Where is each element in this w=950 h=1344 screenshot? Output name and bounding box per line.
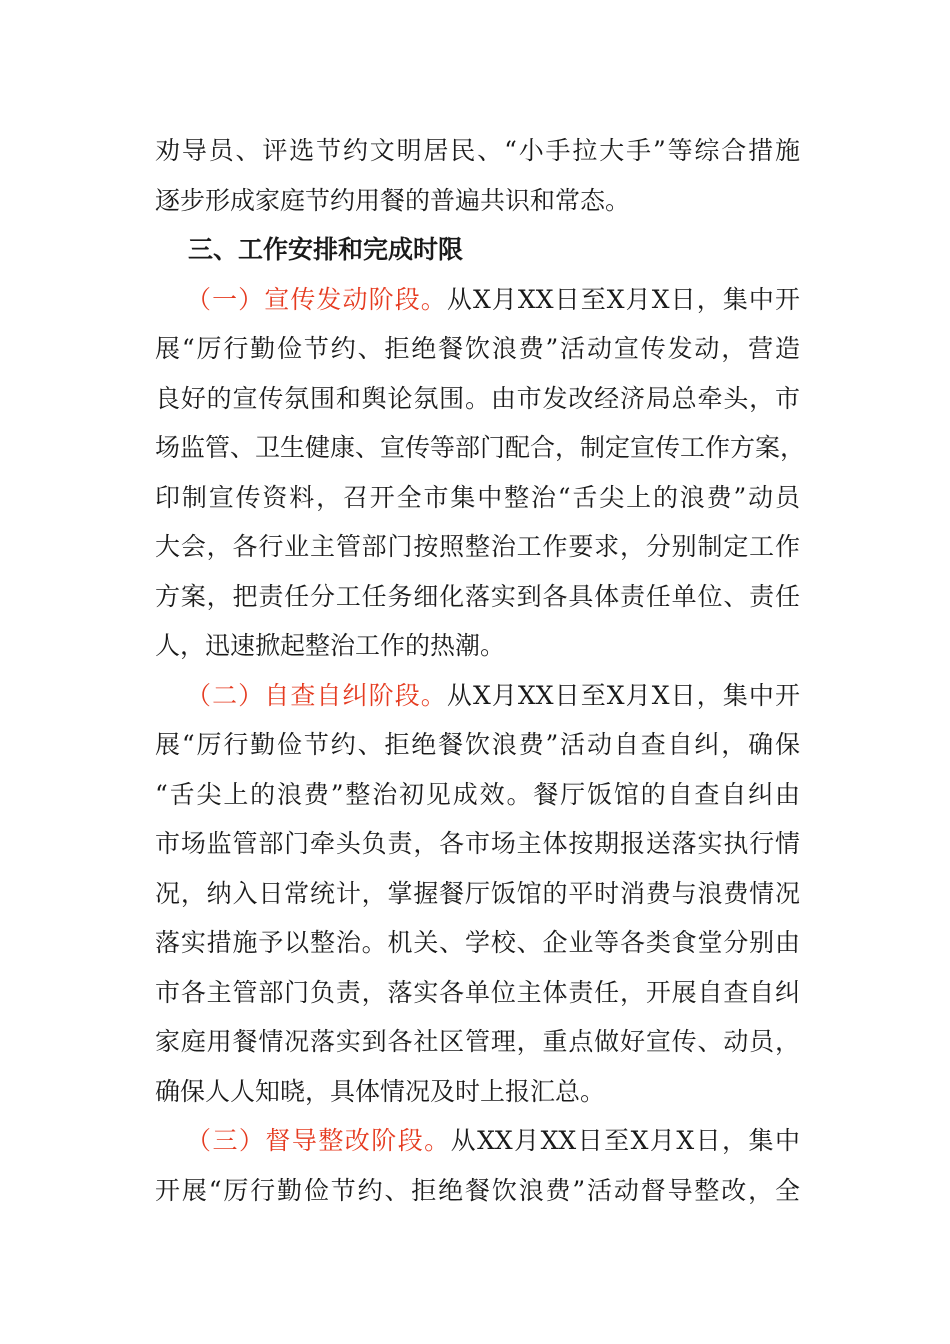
text-line: 开展“厉行勤俭节约、拒绝餐饮浪费”活动督导整改，全 <box>155 1175 800 1205</box>
text-line: 市各主管部门负责，落实各单位主体责任，开展自查自纠 <box>155 977 800 1007</box>
text-line <box>155 275 800 325</box>
text-line: 落实措施予以整治。机关、学校、企业等各类食堂分别由 <box>155 928 800 957</box>
document-body <box>155 126 806 1215</box>
text-line: 印制宣传资料，召开全市集中整治“舌尖上的浪费”动员 <box>155 482 800 512</box>
text-line: 人，迅速掀起整治工作的热潮。 <box>155 631 506 660</box>
text-line: 大会，各行业主管部门按照整治工作要求，分别制定工作 <box>155 532 800 561</box>
subsection-title: （一）宣传发动阶段。 <box>186 284 447 314</box>
text-line: 况，纳入日常统计，掌握餐厅饭馆的平时消费与浪费情况 <box>155 878 800 908</box>
text-line: 确保人人知晓，具体情况及时上报汇总。 <box>155 1076 606 1106</box>
text-fragment: 从X月XX日至X月X日，集中开 <box>446 284 800 314</box>
text-line: 逐步形成家庭节约用餐的普遍共识和常态。 <box>155 185 631 215</box>
text-line: 家庭用餐情况落实到各社区管理，重点做好宣传、动员， <box>155 1027 800 1056</box>
text-line: 市场监管部门牵头负责，各市场主体按期报送落实执行情 <box>155 829 800 858</box>
text-fragment: 从X月XX日至X月X日，集中开 <box>446 680 800 710</box>
subsection-title: （三）督导整改阶段。 <box>186 1126 451 1155</box>
text-line <box>155 671 800 721</box>
text-line: 场监管、卫生健康、宣传等部门配合，制定宣传工作方案， <box>155 433 806 462</box>
section-heading: 三、工作安排和完成时限 <box>188 235 464 264</box>
text-line: 方案，把责任分工任务细化落实到各具体责任单位、责任 <box>155 581 800 611</box>
text-line: 展“厉行勤俭节约、拒绝餐饮浪费”活动宣传发动，营造 <box>155 334 800 363</box>
text-line <box>155 1116 800 1166</box>
subsection-title: （二）自查自纠阶段。 <box>186 680 447 710</box>
text-line: 良好的宣传氛围和舆论氛围。由市发改经济局总牵头，市 <box>155 383 800 413</box>
text-line: 展“厉行勤俭节约、拒绝餐饮浪费”活动自查自纠，确保 <box>155 730 800 759</box>
text-fragment: 从XX月XX日至X月X日，集中 <box>450 1126 800 1155</box>
text-line: “舌尖上的浪费”整治初见成效。餐厅饭馆的自查自纠由 <box>155 779 800 809</box>
text-line: 劝导员、评选节约文明居民、“小手拉大手”等综合措施 <box>155 136 800 165</box>
